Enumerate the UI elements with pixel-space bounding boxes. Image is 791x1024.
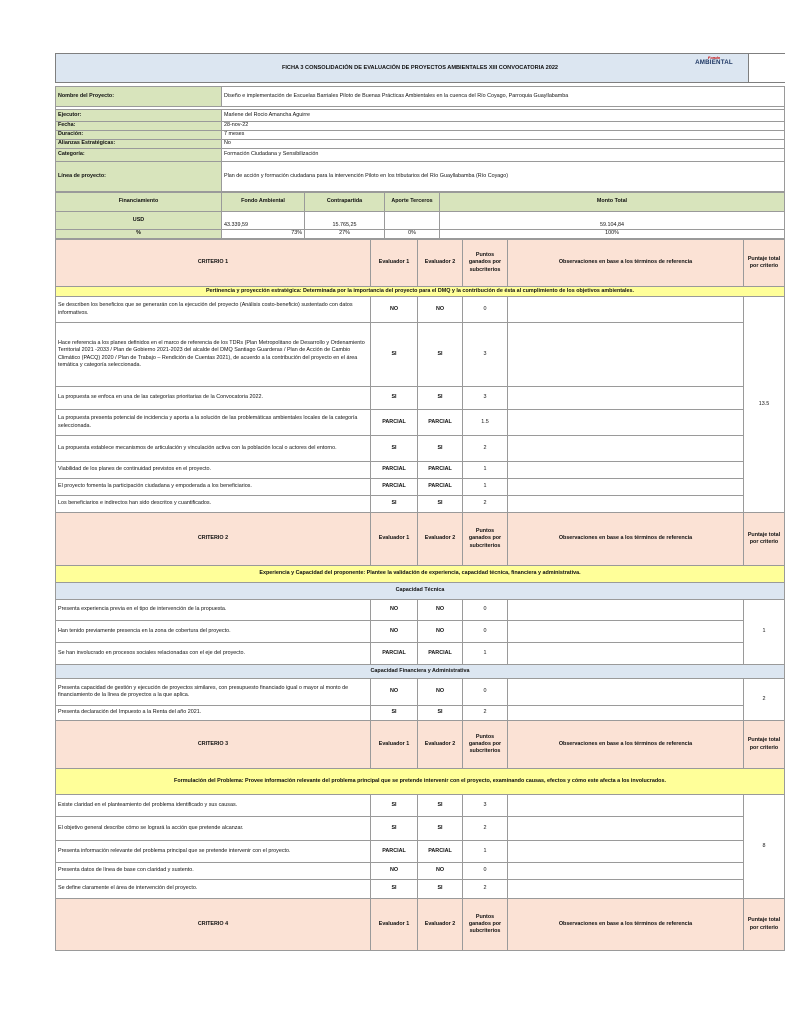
logo-bottom-text: AMBIENTAL — [695, 59, 733, 66]
evaluator1-value: SI — [371, 436, 418, 462]
puntaje-header: Puntaje total por criterio — [744, 513, 785, 566]
project-name-label: Nombre del Proyecto: — [56, 87, 222, 107]
observation-cell — [508, 323, 744, 387]
evaluator2-value: PARCIAL — [418, 479, 463, 496]
evaluador2-header: Evaluador 2 — [418, 513, 463, 566]
observation-cell — [508, 297, 744, 323]
criterion-text: Se define claramente el área de intervención del proyecto. — [56, 880, 371, 899]
points-value: 3 — [463, 323, 508, 387]
table-row — [56, 436, 785, 462]
evaluador1-header: Evaluador 1 — [371, 899, 418, 951]
evaluator1-value: PARCIAL — [371, 479, 418, 496]
ejecutor-label: Ejecutor: — [56, 110, 222, 122]
observation-cell — [508, 863, 744, 880]
evaluator2-value: NO — [418, 600, 463, 621]
points-value: 2 — [463, 817, 508, 841]
observation-cell — [508, 643, 744, 665]
evaluator1-value: SI — [371, 323, 418, 387]
criterio3-banner: Formulación del Problema: Provee información relevante del problema principal que se pretende intervenir con el proyecto, examinando causas, efectos y cómo este afecta a los involucrados. — [56, 769, 785, 795]
criterio4-title: CRITERIO 4 — [56, 899, 371, 951]
evaluador1-header: Evaluador 1 — [371, 513, 418, 566]
usd-fondo: 43.339,59 — [222, 212, 305, 230]
evaluator2-value: SI — [418, 706, 463, 721]
pct-label: % — [56, 230, 222, 239]
criterion-text: La propuesta se enfoca en una de las categorías prioritarias de la Convocatoria 2022. — [56, 387, 371, 410]
evaluator2-value: PARCIAL — [418, 462, 463, 479]
observation-cell — [508, 880, 744, 899]
evaluator2-value: SI — [418, 323, 463, 387]
points-value: 1 — [463, 479, 508, 496]
points-value: 0 — [463, 621, 508, 643]
criterion-text: La propuesta establece mecanismos de articulación y vinculación activa con la población local o actores del entorno. — [56, 436, 371, 462]
linea-value: Plan de acción y formación ciudadana para la intervención Piloto en los tributarios del Río Guayllabamba (Río Coyago) — [222, 162, 785, 192]
observation-cell — [508, 706, 744, 721]
evaluador2-header: Evaluador 2 — [418, 721, 463, 769]
logo-top-text: Fondo — [707, 55, 721, 60]
evaluator2-value: PARCIAL — [418, 410, 463, 436]
criterion-text: Presenta datos de línea de base con claridad y sustento. — [56, 863, 371, 880]
usd-contrapartida: 15.765,25 — [305, 212, 385, 230]
sheet-title: FICHA 3 CONSOLIDACIÓN DE EVALUACIÓN DE PROYECTOS AMBIENTALES XIII CONVOCATORIA 2022 — [281, 65, 559, 71]
usd-aporte — [385, 212, 440, 230]
alianzas-value: No — [222, 140, 785, 149]
table-row — [56, 795, 785, 817]
observation-cell — [508, 817, 744, 841]
criterion-text: El objetivo general describe cómo se logrará la acción que pretende alcanzar. — [56, 817, 371, 841]
evaluator1-value: SI — [371, 496, 418, 513]
observation-cell — [508, 679, 744, 706]
evaluator1-value: SI — [371, 706, 418, 721]
points-value: 2 — [463, 880, 508, 899]
observaciones-header: Observaciones en base a los términos de referencia — [508, 513, 744, 566]
criterio1-title: CRITERIO 1 — [56, 240, 371, 287]
criterio1-total: 13.5 — [744, 297, 785, 513]
observaciones-header: Observaciones en base a los términos de referencia — [508, 721, 744, 769]
evaluator1-value: PARCIAL — [371, 643, 418, 665]
fecha-value: 28-nov-22 — [222, 122, 785, 131]
evaluator1-value: NO — [371, 863, 418, 880]
table-row — [56, 323, 785, 387]
points-value: 0 — [463, 679, 508, 706]
logo-cell — [748, 54, 789, 82]
pct-fondo: 73% — [222, 230, 305, 239]
puntos-header: Puntos ganados por subcriterios — [463, 899, 508, 951]
evaluator2-value: PARCIAL — [418, 643, 463, 665]
capacidad-financiera-header: Capacidad Financiera y Administrativa — [56, 665, 785, 679]
evaluator2-value: NO — [418, 621, 463, 643]
evaluator1-value: NO — [371, 679, 418, 706]
points-value: 1 — [463, 462, 508, 479]
monto-header: Monto Total — [440, 193, 785, 212]
table-row — [56, 621, 785, 643]
pct-aporte: 0% — [385, 230, 440, 239]
evaluator1-value: SI — [371, 795, 418, 817]
financing-table — [55, 192, 785, 239]
points-value: 2 — [463, 436, 508, 462]
evaluador2-header: Evaluador 2 — [418, 899, 463, 951]
observaciones-header: Observaciones en base a los términos de referencia — [508, 899, 744, 951]
puntaje-header: Puntaje total por criterio — [744, 721, 785, 769]
ejecutor-value: Marlene del Rocio Amancha Aguirre — [222, 110, 785, 122]
puntaje-header: Puntaje total por criterio — [744, 899, 785, 951]
observation-cell — [508, 496, 744, 513]
evaluator2-value: PARCIAL — [418, 841, 463, 863]
criterion-text: Hace referencia a los planes definidos en el marco de referencia de los TDRs (Plan Metropolitano de Desarrollo y Ordenamiento Territorial 2021 -2033 / Plan de Gobierno 2021-2023 del alcalde del DMQ Santiago Guarderas / Plan de Acción de Cambio Climático (PACQ) 2020 / Plan de Trabajo – Rendición de Cuentas 2021), de acuerdo a la contribución del proyecto en el área temática y categoría seleccionada. — [56, 323, 371, 387]
aporte-header: Aporte Terceros — [385, 193, 440, 212]
criterion-text: Presenta capacidad de gestión y ejecución de proyectos similares, con presupuesto financiado igual o mayor al monto de financiamiento de la línea de proyectos a la que aplica. — [56, 679, 371, 706]
linea-label: Línea de proyecto: — [56, 162, 222, 192]
evaluator1-value: PARCIAL — [371, 410, 418, 436]
observation-cell — [508, 841, 744, 863]
contrapartida-header: Contrapartida — [305, 193, 385, 212]
table-row — [56, 841, 785, 863]
duracion-label: Duración: — [56, 131, 222, 140]
criterio2-banner: Experiencia y Capacidad del proponente: Plantee la validación de experiencia, capacidad técnica, financiera y administrativa. — [56, 566, 785, 583]
table-row — [56, 880, 785, 899]
points-value: 2 — [463, 496, 508, 513]
evaluator2-value: SI — [418, 795, 463, 817]
evaluator2-value: NO — [418, 863, 463, 880]
points-value: 0 — [463, 297, 508, 323]
puntos-header: Puntos ganados por subcriterios — [463, 721, 508, 769]
table-row — [56, 863, 785, 880]
evaluador1-header: Evaluador 1 — [371, 240, 418, 287]
evaluator2-value: SI — [418, 880, 463, 899]
table-row — [56, 462, 785, 479]
table-row — [56, 410, 785, 436]
evaluator2-value: NO — [418, 679, 463, 706]
sheet-title-bar — [55, 53, 785, 83]
table-row — [56, 679, 785, 706]
puntos-header: Puntos ganados por subcriterios — [463, 240, 508, 287]
criterion-text: Presenta declaración del Impuesto a la Renta del año 2021. — [56, 706, 371, 721]
points-value: 3 — [463, 387, 508, 410]
pct-contrapartida: 27% — [305, 230, 385, 239]
capacidad-tecnica-total: 1 — [744, 600, 785, 665]
observation-cell — [508, 462, 744, 479]
evaluator1-value: NO — [371, 600, 418, 621]
table-row — [56, 600, 785, 621]
points-value: 0 — [463, 863, 508, 880]
evaluador1-header: Evaluador 1 — [371, 721, 418, 769]
criterio1-header-row — [56, 240, 785, 287]
points-value: 2 — [463, 706, 508, 721]
evaluator2-value: SI — [418, 387, 463, 410]
evaluation-sheet — [55, 53, 785, 951]
observation-cell — [508, 795, 744, 817]
criterion-text: Se han involucrado en procesos sociales relacionadas con el eje del proyecto. — [56, 643, 371, 665]
evaluator2-value: SI — [418, 496, 463, 513]
financing-header: Financiamiento — [56, 193, 222, 212]
criterio1-banner: Pertinencia y proyección estratégica: Determinada por la importancia del proyecto para el DMQ y la contribución de ésta al cumplimiento de los objetivos ambientales. — [56, 287, 785, 297]
usd-total: 59.104,84 — [440, 212, 785, 230]
capacidad-financiera-total: 2 — [744, 679, 785, 721]
table-row — [56, 817, 785, 841]
criterio3-header-row — [56, 721, 785, 769]
evaluator1-value: SI — [371, 387, 418, 410]
fecha-label: Fecha: — [56, 122, 222, 131]
criterio2-header-row — [56, 513, 785, 566]
criterion-text: Los beneficiarios e indirectos han sido descritos y cuantificados. — [56, 496, 371, 513]
criterion-text: Han tenido previamente presencia en la zona de cobertura del proyecto. — [56, 621, 371, 643]
observation-cell — [508, 479, 744, 496]
points-value: 0 — [463, 600, 508, 621]
criterio2-title: CRITERIO 2 — [56, 513, 371, 566]
evaluator1-value: SI — [371, 880, 418, 899]
observation-cell — [508, 621, 744, 643]
puntos-header: Puntos ganados por subcriterios — [463, 513, 508, 566]
criterion-text: Viabilidad de los planes de continuidad previstos en el proyecto. — [56, 462, 371, 479]
criterion-text: Se describen los beneficios que se generarán con la ejecución del proyecto (Análisis costo-beneficio) sustentado con datos informativos. — [56, 297, 371, 323]
evaluator1-value: PARCIAL — [371, 841, 418, 863]
criterio4-header-row — [56, 899, 785, 951]
table-row — [56, 496, 785, 513]
project-name-value: Diseño e implementación de Escuelas Barriales Piloto de Buenas Prácticas Ambientales en la cuenca del Río Coyago, Parroquia Guayllabamba — [222, 87, 785, 107]
evaluator2-value: SI — [418, 436, 463, 462]
criterion-text: La propuesta presenta potencial de incidencia y aporta a la solución de las problemáticas ambientales locales de la categoría seleccionada. — [56, 410, 371, 436]
criterion-text: Existe claridad en el planteamiento del problema identificado y sus causas. — [56, 795, 371, 817]
criterion-text: Presenta información relevante del problema principal que se pretende intervenir con el proyecto. — [56, 841, 371, 863]
fondo-header: Fondo Ambiental — [222, 193, 305, 212]
observation-cell — [508, 387, 744, 410]
criterion-text: Presenta experiencia previa en el tipo de intervención de la propuesta. — [56, 600, 371, 621]
points-value: 1 — [463, 643, 508, 665]
observaciones-header: Observaciones en base a los términos de referencia — [508, 240, 744, 287]
observation-cell — [508, 600, 744, 621]
fondo-ambiental-logo — [694, 56, 734, 66]
evaluator1-value: PARCIAL — [371, 462, 418, 479]
criterio3-total: 8 — [744, 795, 785, 899]
categoria-value: Formación Ciudadana y Sensibilización — [222, 149, 785, 162]
points-value: 1 — [463, 841, 508, 863]
capacidad-tecnica-header: Capacidad Técnica — [56, 583, 785, 600]
evaluator2-value: NO — [418, 297, 463, 323]
observation-cell — [508, 436, 744, 462]
criterio3-title: CRITERIO 3 — [56, 721, 371, 769]
observation-cell — [508, 410, 744, 436]
table-row — [56, 706, 785, 721]
table-row — [56, 387, 785, 410]
duracion-value: 7 meses — [222, 131, 785, 140]
evaluator1-value: NO — [371, 297, 418, 323]
project-info-table — [55, 86, 785, 192]
table-row — [56, 643, 785, 665]
table-row — [56, 479, 785, 496]
evaluator2-value: SI — [418, 817, 463, 841]
alianzas-label: Alianzas Estratégicas: — [56, 140, 222, 149]
evaluador2-header: Evaluador 2 — [418, 240, 463, 287]
table-row — [56, 297, 785, 323]
criterion-text: El proyecto fomenta la participación ciudadana y empoderada a los beneficiarios. — [56, 479, 371, 496]
pct-total: 100% — [440, 230, 785, 239]
evaluation-table — [55, 239, 785, 951]
categoria-label: Categoría: — [56, 149, 222, 162]
puntaje-header: Puntaje total por criterio — [744, 240, 785, 287]
evaluator1-value: SI — [371, 817, 418, 841]
points-value: 1.5 — [463, 410, 508, 436]
usd-label: USD — [56, 212, 222, 230]
points-value: 3 — [463, 795, 508, 817]
evaluator1-value: NO — [371, 621, 418, 643]
